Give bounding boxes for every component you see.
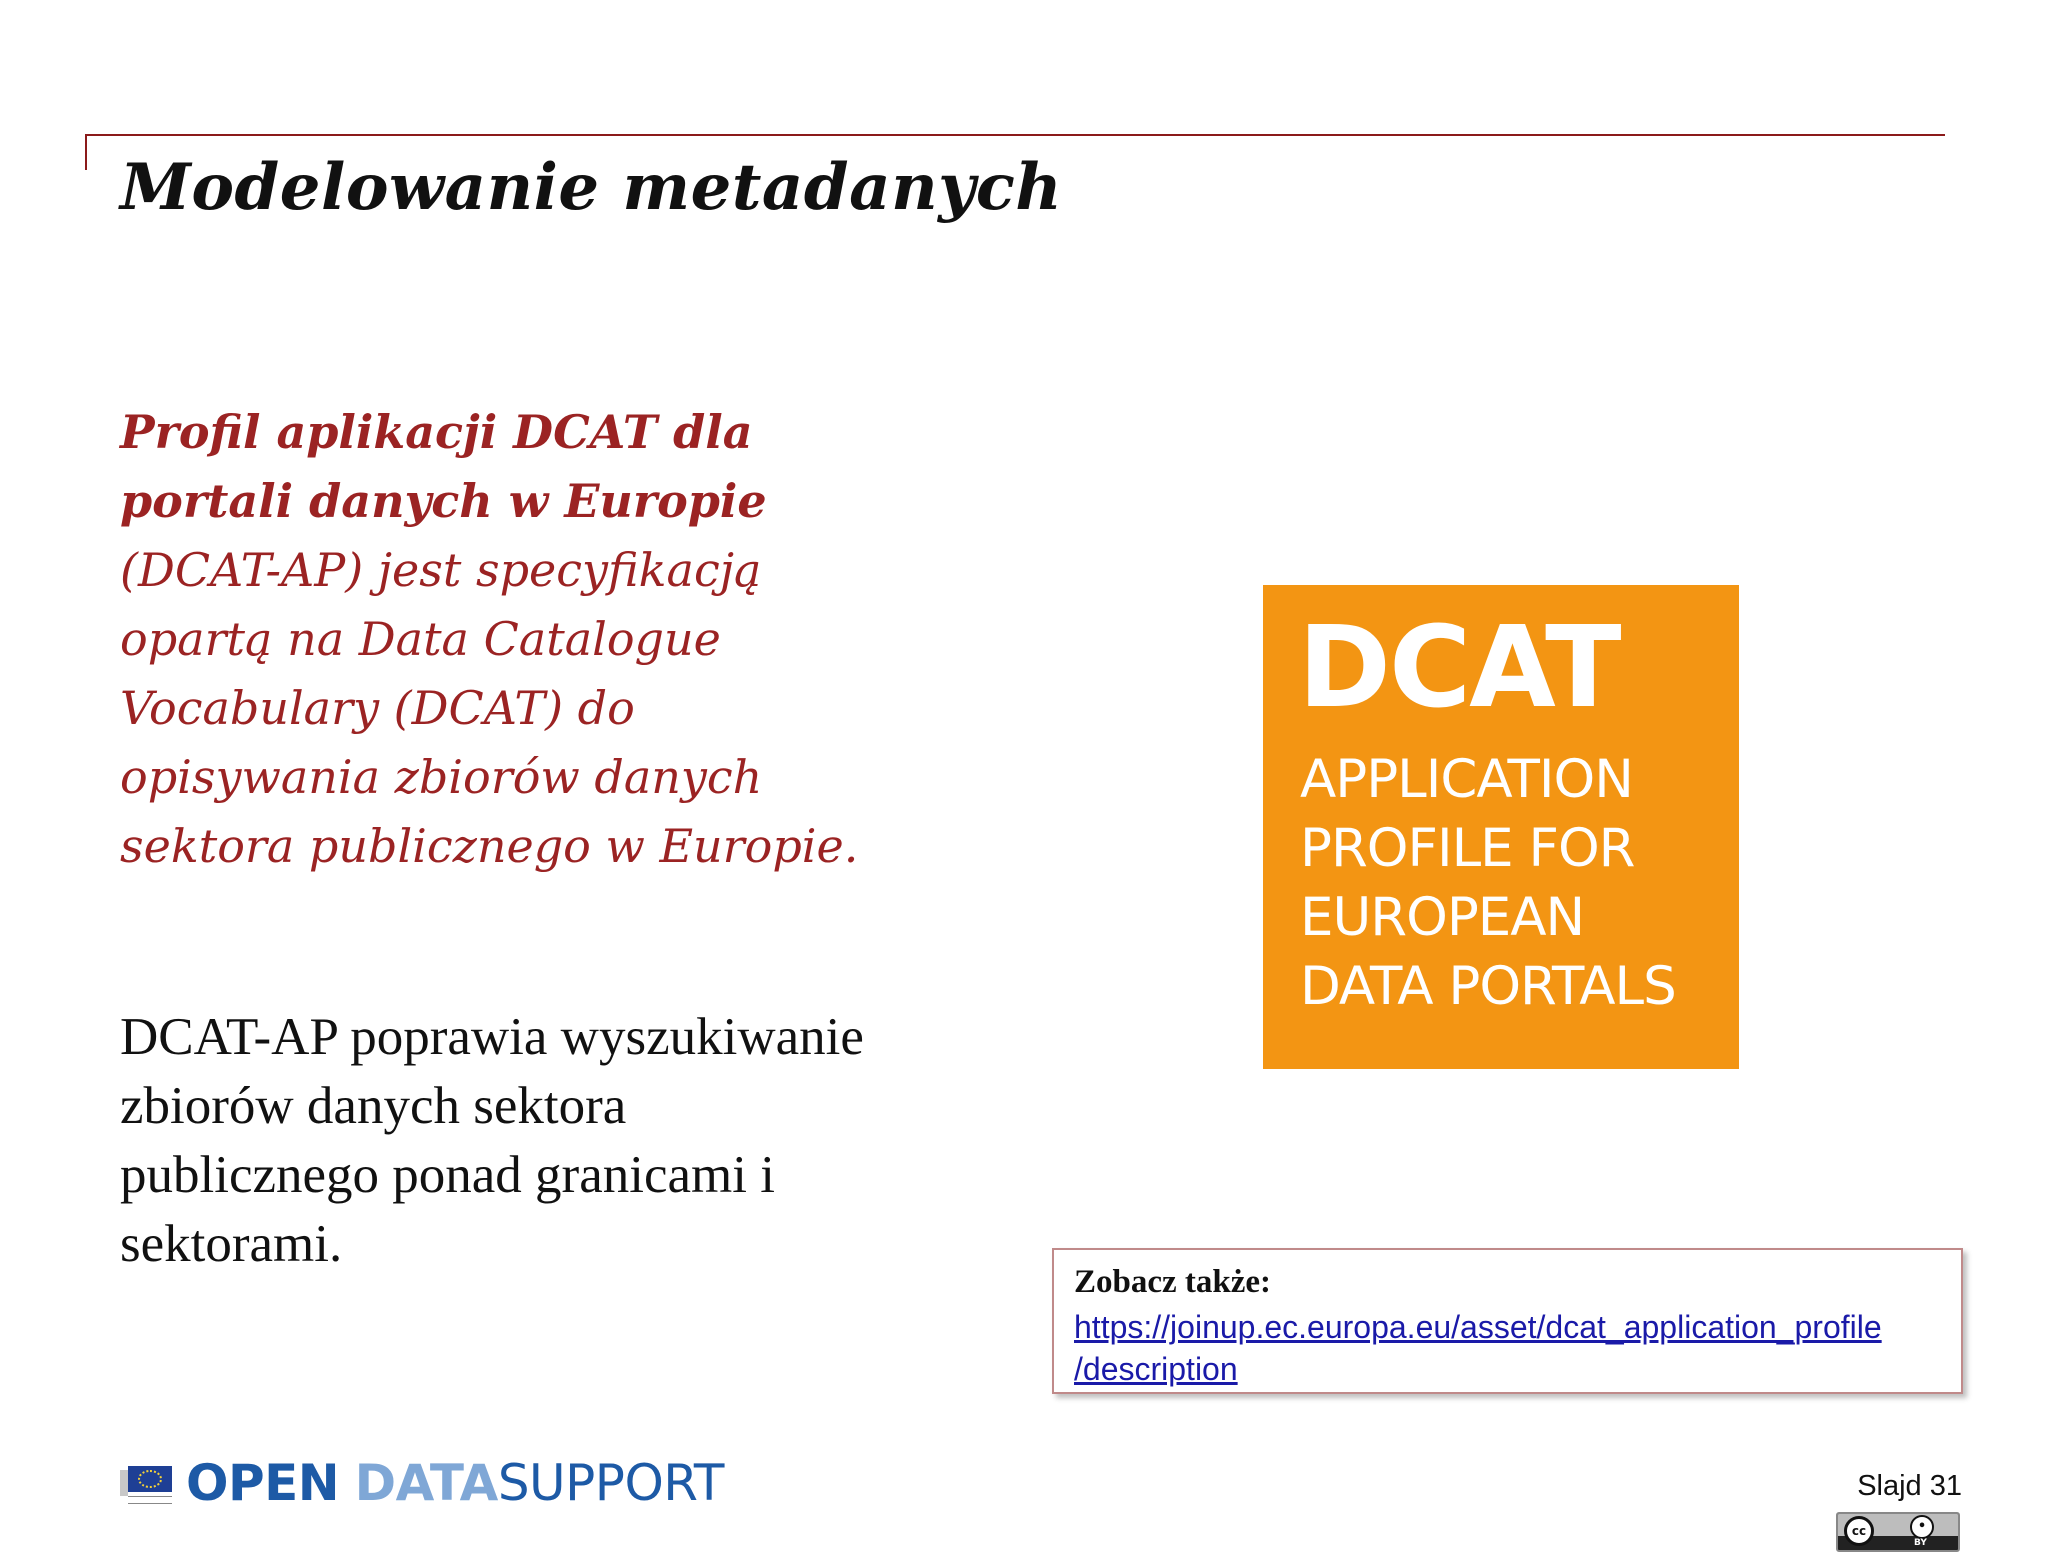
description-line: (DCAT-AP) jest specyfikacją [120,543,762,597]
benefit-line: sektorami. [120,1215,343,1273]
see-also-box [1052,1248,1963,1394]
see-also-link-line[interactable]: /description [1074,1351,1238,1387]
description-highlight-line: portali danych w Europie [120,474,767,528]
dcat-ap-benefit [120,1003,1020,1279]
description-highlight-line: Profil aplikacji DCAT dla [120,405,753,459]
logo-open: OPEN [186,1454,340,1512]
slide-title: Modelowanie metadanych [120,150,1063,225]
see-also-label: Zobacz także: [1074,1264,1272,1300]
benefit-line: zbiorów danych sektora [120,1077,627,1135]
logo-support: SUPPORT [497,1454,724,1512]
by-label: BY [1914,1538,1927,1548]
slide-number: Slajd 31 [1857,1470,1962,1502]
title-rule [85,134,1945,136]
person-icon: • [1910,1515,1934,1539]
benefit-line: publicznego ponad granicami i [120,1146,775,1204]
title-rule-left [85,134,87,170]
dcat-logo-line: APPLICATION [1300,749,1633,810]
description-line: Vocabulary (DCAT) do [120,681,635,735]
see-also-link[interactable] [1074,1306,1954,1390]
open-data-support-logo [120,1448,724,1518]
dcat-logo-line: EUROPEAN [1300,887,1585,948]
benefit-line: DCAT-AP poprawia wyszukiwanie [120,1008,864,1066]
eu-flag-icon [120,1460,172,1506]
description-line: opisywania zbiorów danych [120,750,763,804]
description-line: sektora publicznego w Europie. [120,819,859,873]
dcat-logo-line: DATA PORTALS [1300,956,1676,1017]
dcat-logo-subtitle [1300,745,1720,1021]
cc-icon: cc [1844,1516,1874,1546]
description-line: opartą na Data Catalogue [120,612,721,666]
dcat-logo-title: DCAT [1298,603,1620,733]
logo-wordmark [186,1454,724,1512]
cc-by-license-badge[interactable] [1836,1512,1960,1552]
dcat-ap-description [120,398,1020,881]
dcat-logo-line: PROFILE FOR [1300,818,1635,879]
logo-data: DATA [354,1454,498,1512]
see-also-link-line[interactable]: https://joinup.ec.europa.eu/asset/dcat_application_profile [1074,1309,1882,1345]
dcat-ap-logo [1263,585,1739,1069]
